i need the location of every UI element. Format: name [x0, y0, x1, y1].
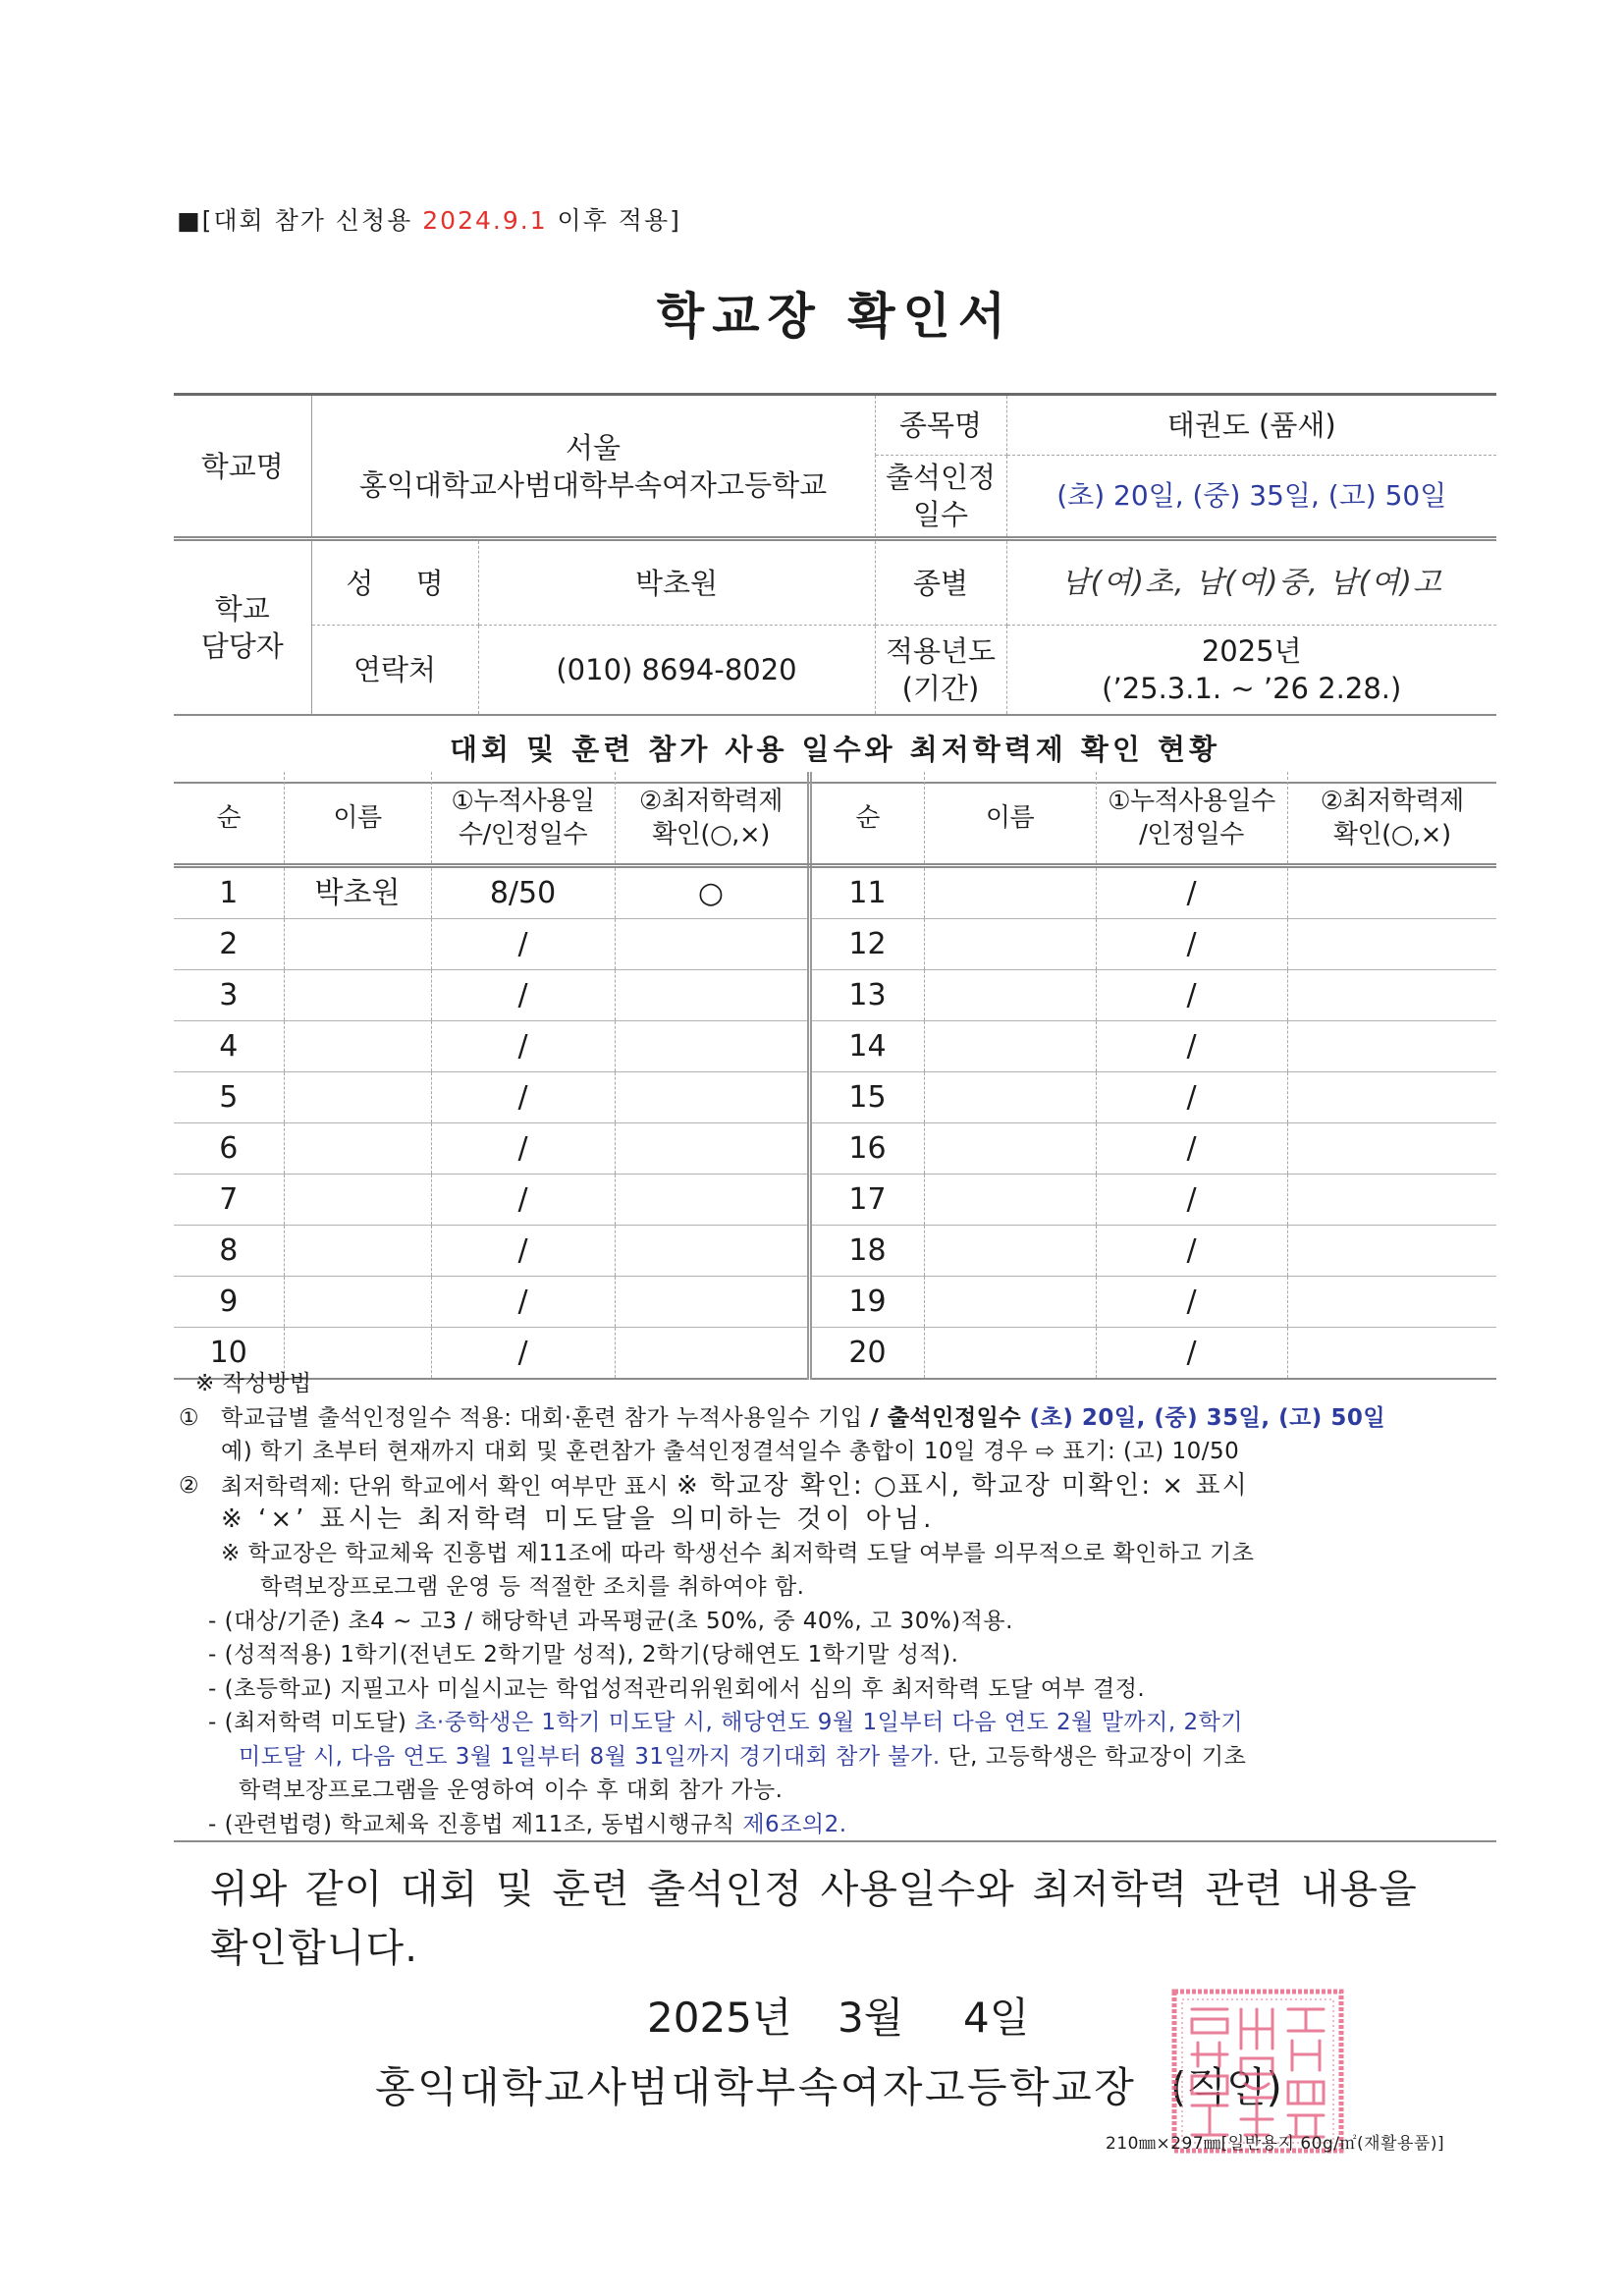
status-section-title: 대회 및 훈련 참가 사용 일수와 최저학력제 확인 현황	[174, 715, 1496, 783]
row-check-right	[1287, 1226, 1496, 1277]
header-check-right	[1287, 772, 1496, 866]
below-minimum-label: - (최저학력 미도달)	[208, 1710, 415, 1735]
row-days-right: /	[1096, 1021, 1287, 1072]
category-value: 남(여)초, 남(여)중, 남(여)고	[1006, 539, 1496, 626]
manager-label-line2: 담당자	[200, 629, 284, 663]
header-no-right: 순	[809, 772, 924, 866]
info-row-contact	[174, 626, 1496, 716]
confirmation-line2: 확인합니다.	[210, 1926, 418, 1971]
paper-spec: 210㎜×297㎜[일반용지 60g/㎡(재활용품)]	[1106, 2134, 1445, 2154]
note-x-meaning: ※ ‘×’ 표시는 최저학력 미도달을 의미하는 것이 아님.	[221, 1504, 936, 1534]
row-check-right	[1287, 1277, 1496, 1328]
date-year: 2025년	[647, 1994, 792, 2042]
manager-label-line1: 학교	[214, 592, 270, 626]
item-1-emphasis: / 출석인정일수	[870, 1404, 1030, 1431]
instruction-note-x	[0, 1503, 1623, 1537]
instructions-heading: ※ 작성방법	[195, 1371, 312, 1396]
header-check-left-line2: 확인(○,×)	[652, 819, 770, 849]
school-manager-label	[174, 539, 311, 716]
row-name-left	[284, 970, 431, 1021]
row-no-left: 9	[174, 1277, 284, 1328]
row-days-right: /	[1096, 1328, 1287, 1380]
row-days-left: /	[431, 970, 615, 1021]
row-days-left: /	[431, 919, 615, 970]
row-name-right	[924, 1021, 1096, 1072]
table-row	[174, 1072, 1496, 1123]
event-value: 태권도 (품새)	[1006, 395, 1496, 456]
info-row-manager-name	[174, 539, 1496, 626]
row-check-right	[1287, 866, 1496, 919]
row-name-right	[924, 1226, 1096, 1277]
row-no-left: 7	[174, 1175, 284, 1226]
header-days-left	[431, 772, 615, 866]
instruction-legal-basis	[0, 1808, 1623, 1842]
year-label-line2: (기간)	[901, 672, 980, 705]
school-region: 서울	[565, 430, 622, 465]
grade-period-text: - (성적적용) 1학기(전년도 2학기말 성적), 2학기(당해연도 1학기말 성적).	[208, 1642, 959, 1667]
instruction-item-2	[0, 1469, 1623, 1503]
confirmation-line1: 위와 같이 대회 및 훈련 출석인정 사용일수와 최저학력 관련 내용을	[210, 1867, 1418, 1912]
instruction-item-1-example	[0, 1435, 1623, 1469]
year-label	[875, 626, 1006, 716]
row-check-right	[1287, 970, 1496, 1021]
instructions-heading-line	[0, 1367, 1623, 1401]
row-days-left: /	[431, 1123, 615, 1175]
row-no-left: 8	[174, 1226, 284, 1277]
form-usage-note	[177, 204, 681, 238]
item-1-content	[221, 1401, 1385, 1436]
row-check-left	[615, 919, 809, 970]
instruction-below-minimum-1	[0, 1706, 1623, 1740]
table-row	[174, 1021, 1496, 1072]
row-name-left	[284, 1226, 431, 1277]
row-name-right	[924, 1072, 1096, 1123]
writing-instructions	[0, 1367, 1623, 1841]
row-name-left	[284, 1175, 431, 1226]
row-name-left	[284, 1072, 431, 1123]
form-usage-prefix: ■[대회 참가 신청용	[177, 206, 423, 235]
confirmation-statement	[210, 1860, 1418, 1978]
item-2-content	[221, 1469, 1249, 1504]
header-days-right	[1096, 772, 1287, 866]
item-2-marking: ※ 학교장 확인: ○표시, 학교장 미확인: × 표시	[676, 1470, 1249, 1501]
restriction-line1: 초·중학생은 1학기 미도달 시, 해당연도 9월 1일부터 다음 연도 2월 말까지, 2학기	[414, 1710, 1244, 1735]
instruction-item-1	[0, 1401, 1623, 1436]
row-check-left	[615, 970, 809, 1021]
row-days-right: /	[1096, 866, 1287, 919]
status-table	[174, 772, 1496, 1380]
row-no-left: 6	[174, 1123, 284, 1175]
category-label: 종별	[875, 539, 1006, 626]
date-month: 3월	[838, 1994, 904, 2042]
row-no-left: 3	[174, 970, 284, 1021]
row-days-left: /	[431, 1021, 615, 1072]
row-name-left	[284, 1021, 431, 1072]
row-days-right: /	[1096, 1277, 1287, 1328]
header-days-left-line2: 수/인정일수	[458, 819, 588, 849]
row-days-left: /	[431, 1277, 615, 1328]
table-row	[174, 1226, 1496, 1277]
school-name-label: 학교명	[174, 395, 311, 539]
item-2-text: 최저학력제: 단위 학교에서 확인 여부만 표시	[221, 1473, 677, 1500]
row-days-left: /	[431, 1175, 615, 1226]
row-no-right: 19	[809, 1277, 924, 1328]
row-no-right: 18	[809, 1226, 924, 1277]
name-value: 박초원	[478, 539, 875, 626]
instruction-grade-period	[0, 1638, 1623, 1672]
info-row-event	[174, 395, 1496, 456]
year-value-cell	[1006, 626, 1496, 716]
attendance-label-line2: 일수	[912, 498, 969, 531]
note-principal-line1: ※ 학교장은 학교체육 진흥법 제11조에 따라 학생선수 최저학력 도달 여부를 의무적으로 확인하고 기초	[221, 1540, 1255, 1566]
row-check-left: ○	[615, 866, 809, 919]
official-seal-stamp	[1168, 1988, 1348, 2156]
row-check-left	[615, 1123, 809, 1175]
note-principal-line2: 학력보장프로그램 운영 등 적절한 조치를 취하여야 함.	[260, 1574, 805, 1600]
header-name-left: 이름	[284, 772, 431, 866]
row-no-right: 20	[809, 1328, 924, 1380]
row-check-right	[1287, 1072, 1496, 1123]
year-value: 2025년	[1201, 634, 1302, 668]
row-days-right: /	[1096, 970, 1287, 1021]
row-check-left	[615, 1072, 809, 1123]
item-1-example: 예) 학기 초부터 현재까지 대회 및 훈련참가 출석인정결석일수 총합이 10일 경우 ⇨ 표기: (고) 10/50	[221, 1439, 1240, 1464]
row-name-left	[284, 919, 431, 970]
row-name-right	[924, 1175, 1096, 1226]
school-name-value: 홍익대학교사범대학부속여자고등학교	[358, 467, 828, 502]
row-name-right	[924, 1123, 1096, 1175]
row-no-right: 15	[809, 1072, 924, 1123]
instruction-criteria	[0, 1605, 1623, 1639]
table-row	[174, 919, 1496, 970]
row-name-right	[924, 1277, 1096, 1328]
row-days-right: /	[1096, 1072, 1287, 1123]
row-days-right: /	[1096, 1123, 1287, 1175]
effective-date: 2024.9.1	[422, 206, 548, 235]
row-days-left: /	[431, 1328, 615, 1380]
row-days-right: /	[1096, 919, 1287, 970]
row-name-right	[924, 866, 1096, 919]
table-row	[174, 1123, 1496, 1175]
table-row	[174, 1175, 1496, 1226]
row-check-left	[615, 1226, 809, 1277]
criteria-text: - (대상/기준) 초4 ~ 고3 / 해당학년 과목평균(초 50%, 중 40%, 고 30%)적용.	[208, 1608, 1013, 1634]
legal-basis-article: 제6조의2.	[742, 1811, 847, 1837]
row-no-left: 4	[174, 1021, 284, 1072]
item-1-values: (초) 20일, (중) 35일, (고) 50일	[1029, 1404, 1386, 1431]
header-check-left-line1: ②최저학력제	[639, 786, 783, 816]
row-check-right	[1287, 1175, 1496, 1226]
legal-basis-line	[208, 1808, 847, 1842]
row-no-right: 12	[809, 919, 924, 970]
table-row	[174, 866, 1496, 919]
row-days-left: /	[431, 1072, 615, 1123]
header-check-right-line2: 확인(○,×)	[1332, 819, 1451, 849]
row-name-left	[284, 1277, 431, 1328]
header-check-right-line1: ②최저학력제	[1320, 786, 1464, 816]
contact-label: 연락처	[311, 626, 478, 716]
year-period: (’25.3.1. ~ ’26 2.28.)	[1102, 672, 1402, 705]
header-days-left-line1: ①누적사용일	[451, 786, 595, 816]
header-check-left	[615, 772, 809, 866]
row-days-left: /	[431, 1226, 615, 1277]
header-days-right-line1: ①누적사용일수	[1108, 786, 1275, 816]
row-days-left: 8/50	[431, 866, 615, 919]
school-name-cell	[311, 395, 875, 539]
document-title: 학교장 확인서	[656, 288, 1014, 345]
row-check-left	[615, 1175, 809, 1226]
exception-line3: 학력보장프로그램을 운영하여 이수 후 대회 참가 가능.	[239, 1777, 784, 1803]
row-no-right: 11	[809, 866, 924, 919]
row-days-right: /	[1096, 1226, 1287, 1277]
row-check-left	[615, 1277, 809, 1328]
name-label: 성 명	[311, 539, 478, 626]
seal-label: (직인)	[1170, 2063, 1282, 2111]
instruction-below-minimum-2	[0, 1740, 1623, 1775]
row-no-left: 1	[174, 866, 284, 919]
row-days-right: /	[1096, 1175, 1287, 1226]
attendance-label-line1: 출석인정	[885, 461, 997, 494]
status-header-row	[174, 772, 1496, 866]
row-no-right: 13	[809, 970, 924, 1021]
row-check-right	[1287, 919, 1496, 970]
item-1-marker: ①	[179, 1404, 200, 1431]
row-check-left	[615, 1021, 809, 1072]
below-minimum-line2	[239, 1740, 1246, 1775]
elementary-text: - (초등학교) 지필고사 미실시교는 학업성적관리위원회에서 심의 후 최저학력 도달 여부 결정.	[208, 1675, 1146, 1702]
row-no-right: 17	[809, 1175, 924, 1226]
header-no-left: 순	[174, 772, 284, 866]
row-no-left: 2	[174, 919, 284, 970]
restriction-line2: 미도달 시, 다음 연도 3월 1일부터 8월 31일까지 경기대회 참가 불가.	[239, 1743, 941, 1770]
instruction-note-principal-1	[0, 1537, 1623, 1571]
row-name-left: 박초원	[284, 866, 431, 919]
event-label: 종목명	[875, 395, 1006, 456]
instruction-note-principal-2	[0, 1570, 1623, 1605]
row-no-left: 10	[174, 1328, 284, 1380]
row-no-right: 14	[809, 1021, 924, 1072]
date-day: 4일	[963, 1994, 1030, 2042]
row-name-left	[284, 1123, 431, 1175]
contact-value: (010) 8694-8020	[478, 626, 875, 716]
year-label-line1: 적용년도	[885, 634, 997, 668]
legal-basis-text: - (관련법령) 학교체육 진흥법 제11조, 동법시행규칙	[208, 1811, 743, 1837]
below-minimum-line1	[208, 1706, 1243, 1740]
item-2-marker: ②	[179, 1472, 200, 1499]
attendance-value: (초) 20일, (중) 35일, (고) 50일	[1006, 456, 1496, 539]
row-name-right	[924, 919, 1096, 970]
principal-title: 홍익대학교사범대학부속여자고등학교장	[375, 2063, 1137, 2111]
row-no-left: 5	[174, 1072, 284, 1123]
row-check-right	[1287, 1021, 1496, 1072]
school-info-table	[174, 393, 1496, 784]
exception-line2: 단, 고등학생은 학교장이 기초	[940, 1743, 1247, 1770]
instruction-below-minimum-3	[0, 1774, 1623, 1808]
item-1-text: 학교급별 출석인정일수 적용: 대회·훈련 참가 누적사용일수 기입	[221, 1404, 871, 1431]
header-days-right-line2: /인정일수	[1139, 819, 1244, 849]
row-check-right	[1287, 1123, 1496, 1175]
header-name-right: 이름	[924, 772, 1096, 866]
table-row	[174, 1277, 1496, 1328]
attendance-label	[875, 456, 1006, 539]
row-no-right: 16	[809, 1123, 924, 1175]
row-name-right	[924, 970, 1096, 1021]
table-row	[174, 970, 1496, 1021]
form-usage-suffix: 이후 적용]	[547, 206, 681, 235]
section-divider	[174, 1840, 1496, 1842]
instruction-elementary	[0, 1672, 1623, 1707]
